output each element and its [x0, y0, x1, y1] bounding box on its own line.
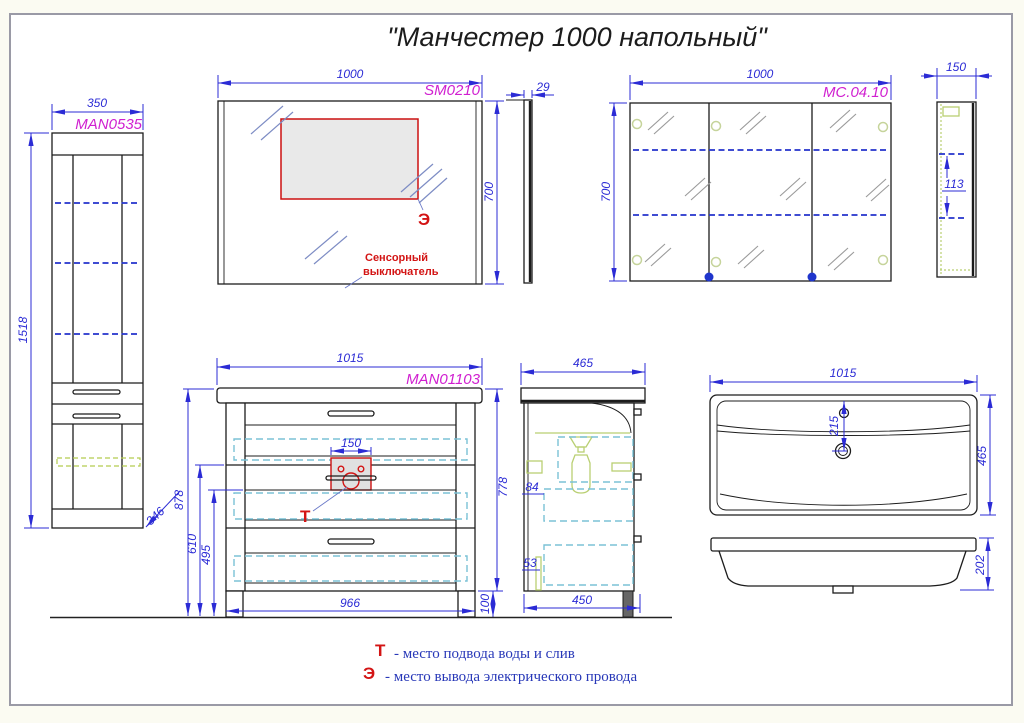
legend-electric-text: - место вывода электрического провода: [385, 669, 638, 685]
svg-text:1000: 1000: [336, 67, 364, 81]
svg-text:202: 202: [973, 554, 987, 576]
legend-water-text: - место подвода воды и слив: [394, 646, 575, 662]
svg-text:150: 150: [340, 436, 362, 450]
svg-text:84: 84: [525, 480, 539, 494]
tall-cabinet-code: MAN0535: [75, 116, 142, 133]
backlight-zone: [281, 119, 418, 199]
vanity-code: MAN01103: [406, 371, 480, 388]
door-pin: [705, 273, 714, 282]
vanity-leg: [226, 591, 243, 617]
svg-text:1000: 1000: [746, 67, 774, 81]
svg-text:778: 778: [496, 476, 510, 498]
touch-switch-note-line1: Сенсорный: [365, 252, 429, 264]
svg-text:1518: 1518: [16, 316, 30, 344]
svg-text:450: 450: [571, 593, 593, 607]
vanity-leg: [458, 591, 475, 617]
tall-cabinet-front-view: [52, 133, 143, 528]
svg-text:700: 700: [482, 181, 496, 203]
handle-side: [634, 474, 641, 480]
mirror-cabinet-front-view: [630, 103, 891, 282]
siphon-cutout: [331, 458, 371, 490]
svg-text:346: 346: [143, 504, 168, 529]
vanity-dim-leg: [478, 591, 493, 617]
mirror-cabinet-code: MC.04.10: [822, 84, 888, 101]
water-marker: Т: [300, 507, 311, 526]
vanity-side-view: [521, 388, 645, 617]
svg-text:610: 610: [185, 533, 199, 555]
svg-text:1015: 1015: [336, 351, 364, 365]
svg-text:215: 215: [827, 415, 841, 437]
svg-text:1015: 1015: [829, 366, 857, 380]
vanity-front-view: [217, 388, 482, 617]
electric-marker: Э: [418, 210, 431, 229]
svg-text:100: 100: [478, 593, 492, 615]
svg-text:113: 113: [944, 177, 964, 191]
svg-text:53: 53: [523, 556, 537, 570]
svg-text:350: 350: [86, 96, 108, 110]
svg-text:465: 465: [975, 445, 989, 467]
legend-water-symbol: Т: [375, 641, 386, 660]
mirror-front-view: [218, 101, 482, 288]
svg-text:966: 966: [339, 596, 361, 610]
handle-side: [634, 409, 641, 415]
touch-switch-note-line2: выключатель: [363, 266, 439, 278]
svg-text:465: 465: [572, 356, 594, 370]
vanity-leg-side: [623, 591, 633, 617]
door-pin: [808, 273, 817, 282]
legend-electric-symbol: Э: [363, 664, 376, 683]
svg-text:150: 150: [945, 60, 967, 74]
svg-text:495: 495: [199, 544, 213, 566]
svg-text:878: 878: [172, 489, 186, 511]
page-title: "Манчестер 1000 напольный": [387, 22, 767, 52]
handle-side: [634, 536, 641, 542]
drain-stub: [833, 586, 853, 593]
svg-text:700: 700: [599, 181, 613, 203]
svg-text:29: 29: [536, 80, 550, 94]
mirror-code: SM0210: [424, 82, 480, 99]
countertop: [217, 388, 482, 403]
